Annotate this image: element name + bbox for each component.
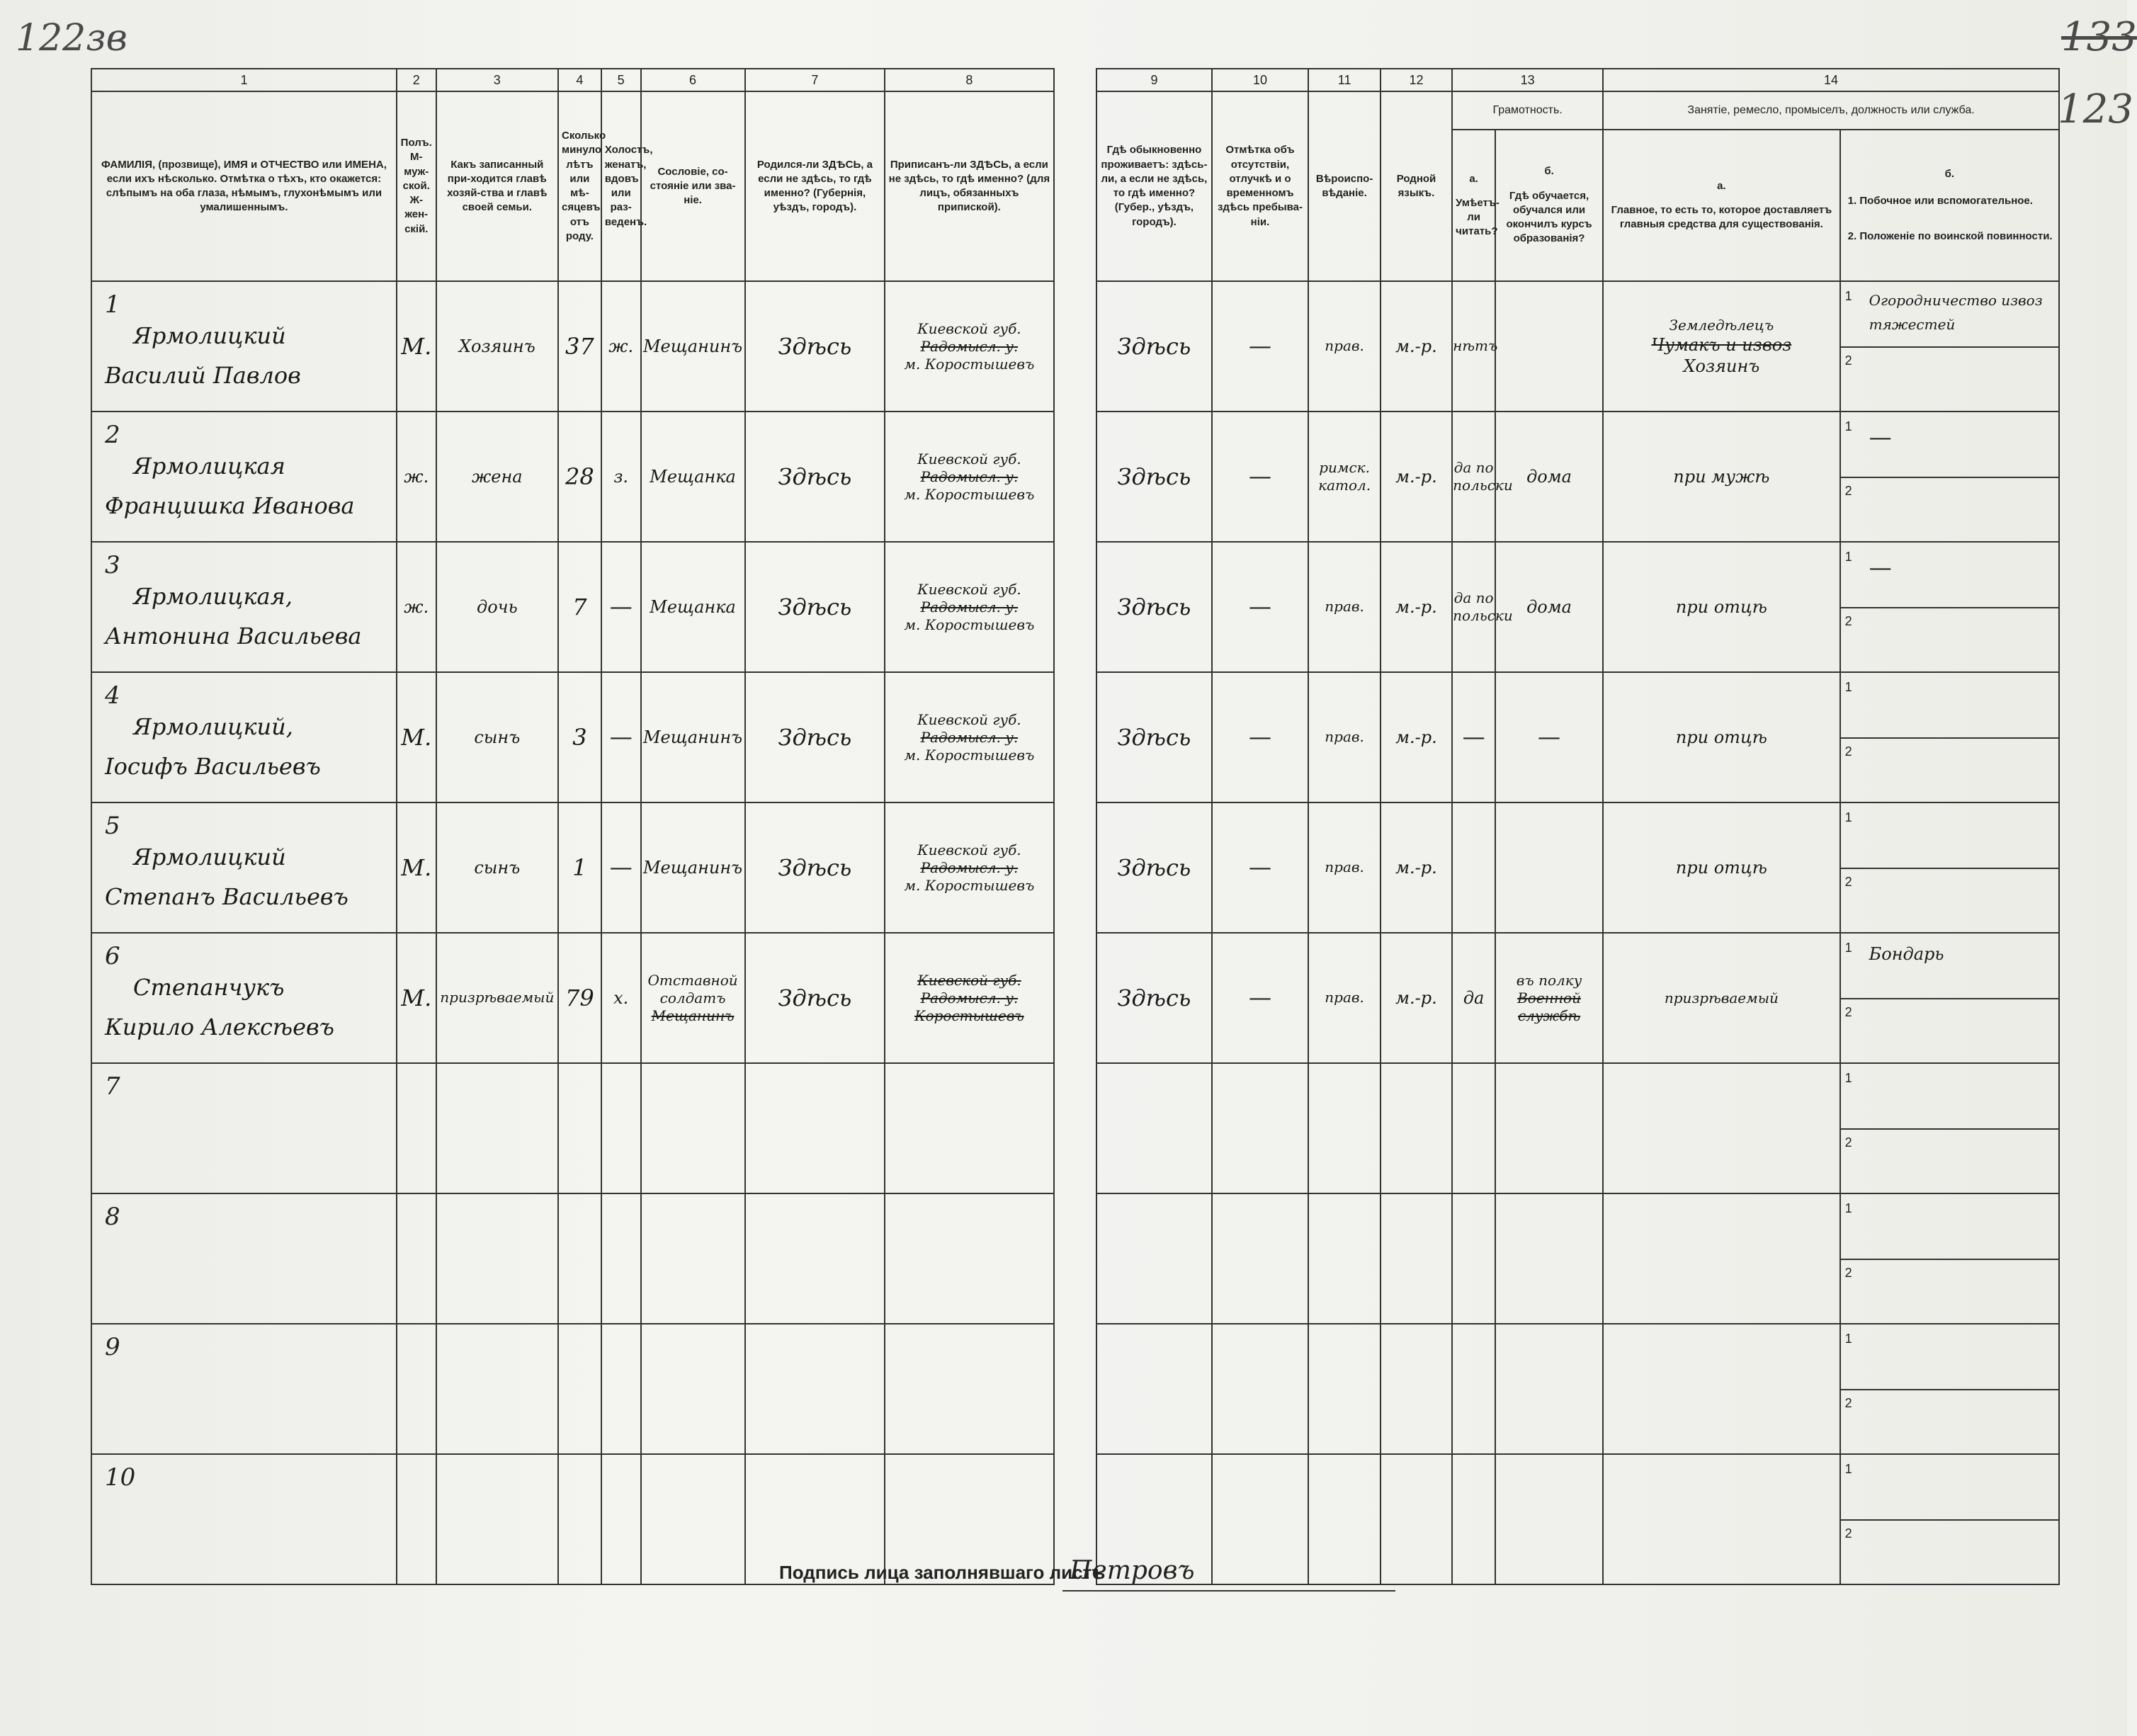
slot-divider xyxy=(1841,998,2058,999)
main-occupation: при отцѣ xyxy=(1675,597,1767,617)
side-occupation-cell xyxy=(1840,412,2059,542)
col-num-11: 11 xyxy=(1308,69,1380,91)
main-occupation: Хозяинъ xyxy=(1683,356,1760,376)
language: м.-р. xyxy=(1395,467,1437,487)
registration-town: м. Коростышевъ xyxy=(904,485,1035,503)
religion: римск. катол. xyxy=(1318,458,1371,494)
col-num-10: 10 xyxy=(1212,69,1309,91)
table-row-empty xyxy=(91,1193,2059,1324)
table-row xyxy=(91,281,2059,412)
header-14b-2: 2. Положеніе по воинской повинности. xyxy=(1847,230,2053,243)
registration-cell xyxy=(885,412,1053,542)
registration-district: Радомысл. у. xyxy=(920,728,1019,746)
language: м.-р. xyxy=(1395,597,1437,617)
header-14a-text: Главное, то есть то, которое доставляетъ главныя средства для существованія. xyxy=(1611,203,1832,231)
relation: сынъ xyxy=(474,858,521,878)
main-occupation-cell xyxy=(1603,802,1840,933)
religion: прав. xyxy=(1325,598,1364,615)
table-row xyxy=(91,672,2059,802)
row-number: 8 xyxy=(105,1203,120,1231)
language: м.-р. xyxy=(1395,727,1437,747)
registration-cell xyxy=(885,542,1053,672)
signature-line xyxy=(1062,1590,1395,1592)
slot-label-1: 1 xyxy=(1844,1332,1852,1346)
age: 28 xyxy=(565,463,594,490)
slot-label-2: 2 xyxy=(1844,1135,1852,1150)
age: 3 xyxy=(572,724,587,751)
header-literacy: Грамотность. xyxy=(1452,91,1603,130)
estate: Мещанинъ xyxy=(642,727,743,747)
side-occupation: Огородничество извоз xyxy=(1869,292,2043,309)
relation: сынъ xyxy=(474,727,521,747)
slot-label-1: 1 xyxy=(1844,1071,1852,1085)
relation: дочь xyxy=(476,597,518,617)
side-occupation-cell xyxy=(1840,1193,2059,1324)
slot-label-2: 2 xyxy=(1844,875,1852,889)
absence: — xyxy=(1248,463,1271,490)
religion: прав. xyxy=(1325,337,1364,355)
side-occupation-cell xyxy=(1840,1324,2059,1454)
fold-gap xyxy=(1054,802,1097,933)
header-occupation: Занятіе, ремесло, промыселъ, должность или служба. xyxy=(1603,91,2059,130)
header-row xyxy=(91,91,2059,130)
residence: Здѣсь xyxy=(1117,854,1191,881)
header-13b-text: Гдѣ обучается, обучался или окончилъ курсъ образованія? xyxy=(1506,189,1592,245)
slot-divider xyxy=(1841,1128,2058,1130)
col-num-7: 7 xyxy=(745,69,885,91)
header-14a-letter: а. xyxy=(1717,179,1726,192)
slot-label-2: 2 xyxy=(1844,484,1852,498)
fold-gap xyxy=(1054,1193,1097,1324)
given-name: Василий Павлов xyxy=(105,361,301,389)
given-name: Францишка Иванова xyxy=(105,492,355,519)
education: въ полку xyxy=(1516,971,1582,989)
header-14b-letter: б. xyxy=(1944,167,1955,180)
fold-gap xyxy=(1054,1063,1097,1193)
col-num-13: 13 xyxy=(1452,69,1603,91)
can-read: да по польски xyxy=(1453,458,1513,494)
col-num-9: 9 xyxy=(1096,69,1211,91)
header-14b-1: 1. Побочное или вспомогательное. xyxy=(1847,194,2033,207)
registration-district: Радомысл. у. xyxy=(920,598,1019,615)
header-residence: Гдѣ обыкновенно проживаетъ: здѣсь-ли, а если не здѣсь, то гдѣ именно? (Губер., уѣздъ, городъ). xyxy=(1096,91,1211,281)
can-read: да по польски xyxy=(1453,589,1513,624)
name-cell xyxy=(91,412,397,542)
language: м.-р. xyxy=(1395,858,1437,878)
col-num-14: 14 xyxy=(1603,69,2059,91)
residence: Здѣсь xyxy=(1117,724,1191,751)
residence: Здѣсь xyxy=(1117,985,1191,1011)
table-row xyxy=(91,933,2059,1063)
row-number: 3 xyxy=(105,551,120,579)
registration-district: Радомысл. у. xyxy=(920,337,1019,355)
name-cell xyxy=(91,281,397,412)
sex: М. xyxy=(401,333,432,360)
side-occupation-cell xyxy=(1840,672,2059,802)
religion: прав. xyxy=(1325,728,1364,746)
slot-label-2: 2 xyxy=(1844,1005,1852,1019)
slot-label-2: 2 xyxy=(1844,353,1852,368)
given-name: Кирило Алексѣевъ xyxy=(105,1013,334,1040)
header-absence: Отмѣтка объ отсутствіи, отлучкѣ и о временномъ здѣсь пребыва-ніи. xyxy=(1212,91,1309,281)
can-read: да xyxy=(1463,988,1485,1008)
slot-label-2: 2 xyxy=(1844,1396,1852,1410)
table-row-empty xyxy=(91,1063,2059,1193)
birthplace: Здѣсь xyxy=(778,854,852,881)
slot-divider xyxy=(1841,346,2058,348)
residence: Здѣсь xyxy=(1117,333,1191,360)
registration-province: Киевской губ. xyxy=(917,971,1021,989)
sex: М. xyxy=(401,854,432,881)
registration-town: Коростышевъ xyxy=(914,1006,1024,1024)
estate-cell xyxy=(641,933,745,1063)
can-read: нѣтъ xyxy=(1453,337,1498,355)
can-read: — xyxy=(1462,723,1485,751)
header-13b-letter: б. xyxy=(1544,165,1554,178)
registration-town: м. Коростышевъ xyxy=(904,876,1035,894)
main-occupation-cell xyxy=(1603,281,1840,412)
registration-town: м. Коростышевъ xyxy=(904,615,1035,633)
column-number-row xyxy=(91,69,2059,91)
header-13a-text: Умѣетъ-ли читать? xyxy=(1456,196,1500,238)
col-num-1: 1 xyxy=(91,69,397,91)
age: 79 xyxy=(565,985,594,1011)
given-name: Степанъ Васильевъ xyxy=(105,883,348,910)
registration-cell xyxy=(885,802,1053,933)
main-occupation-cell xyxy=(1603,542,1840,672)
absence: — xyxy=(1248,853,1271,881)
main-occupation-cell xyxy=(1603,412,1840,542)
signature-block xyxy=(779,1556,1417,1604)
given-name: Іосифъ Васильевъ xyxy=(105,752,321,780)
sex: М. xyxy=(401,985,432,1011)
age: 7 xyxy=(572,594,587,620)
row-number: 6 xyxy=(105,942,120,970)
birthplace: Здѣсь xyxy=(778,724,852,751)
name-cell xyxy=(91,802,397,933)
estate: Мещанка xyxy=(650,467,736,487)
side-occupation-cell xyxy=(1840,1063,2059,1193)
birthplace: Здѣсь xyxy=(778,333,852,360)
marital-status: — xyxy=(609,723,633,751)
slot-label-1: 1 xyxy=(1844,419,1852,433)
fold-gap xyxy=(1054,1324,1097,1454)
main-occupation-cell xyxy=(1603,672,1840,802)
slot-label-1: 1 xyxy=(1844,1462,1852,1476)
registration-district: Радомысл. у. xyxy=(920,989,1019,1006)
slot-label-2: 2 xyxy=(1844,744,1852,759)
relation: жена xyxy=(472,467,523,487)
slot-divider xyxy=(1841,737,2058,739)
archive-sheet-number-right: 123 xyxy=(2058,86,2133,132)
side-occupation-cell xyxy=(1840,542,2059,672)
surname: Ярмолицкая xyxy=(133,452,285,480)
side-occupation: — xyxy=(1869,554,1892,581)
header-marital: Холостъ, женатъ, вдовъ или раз-веденъ. xyxy=(601,91,641,281)
side-occupation-2: тяжестей xyxy=(1869,316,1956,333)
col-num-5: 5 xyxy=(601,69,641,91)
side-occupation-cell xyxy=(1840,802,2059,933)
surname: Степанчукъ xyxy=(133,973,285,1001)
surname: Ярмолицкий xyxy=(133,322,286,349)
header-main-occupation xyxy=(1603,130,1840,281)
slot-divider xyxy=(1841,1519,2058,1521)
table-row xyxy=(91,412,2059,542)
absence: — xyxy=(1248,332,1271,360)
main-occupation-cell xyxy=(1603,933,1840,1063)
registration-province: Киевской губ. xyxy=(917,319,1021,337)
estate: Мещанинъ xyxy=(642,336,743,356)
slot-label-1: 1 xyxy=(1844,810,1852,824)
name-cell xyxy=(91,933,397,1063)
signature-handwritten: Петровъ xyxy=(1070,1556,1195,1585)
slot-label-1: 1 xyxy=(1844,550,1852,564)
header-side-occupation xyxy=(1840,130,2059,281)
education: дома xyxy=(1526,467,1572,487)
main-occupation: при отцѣ xyxy=(1675,727,1767,747)
main-occupation-extra: Земледѣлецъ xyxy=(1669,316,1774,334)
birthplace: Здѣсь xyxy=(778,463,852,490)
fold-gap xyxy=(1054,933,1097,1063)
religion: прав. xyxy=(1325,989,1364,1006)
slot-divider xyxy=(1841,1389,2058,1390)
header-language: Родной языкъ. xyxy=(1381,91,1452,281)
slot-label-1: 1 xyxy=(1844,1201,1852,1215)
row-number: 10 xyxy=(105,1463,136,1492)
row-number: 7 xyxy=(105,1072,120,1101)
slot-label-1: 1 xyxy=(1844,680,1852,694)
estate: Мещанка xyxy=(650,597,736,617)
sex: ж. xyxy=(404,467,429,487)
religion: прав. xyxy=(1325,858,1364,876)
header-can-read xyxy=(1452,130,1500,281)
header-registration: Приписанъ-ли ЗДѢСЬ, а если не здѣсь, то гдѣ именно? (для лицъ, обязанныхъ припиской). xyxy=(885,91,1053,281)
table-row-empty xyxy=(91,1324,2059,1454)
slot-label-1: 1 xyxy=(1844,941,1852,955)
education-struck: Военной службѣ xyxy=(1517,989,1581,1024)
given-name: Антонина Васильева xyxy=(105,622,362,649)
relation: Хозяинъ xyxy=(458,336,535,356)
fold-gap xyxy=(1054,412,1097,542)
marital-status: — xyxy=(609,853,633,881)
absence: — xyxy=(1248,723,1271,751)
registration-province: Киевской губ. xyxy=(917,450,1021,467)
registration-province: Киевской губ. xyxy=(917,580,1021,598)
slot-divider xyxy=(1841,477,2058,478)
age: 1 xyxy=(572,854,587,881)
education-cell xyxy=(1495,933,1603,1063)
birthplace: Здѣсь xyxy=(778,985,852,1011)
registration-town: м. Коростышевъ xyxy=(904,746,1035,764)
surname: Ярмолицкая, xyxy=(133,582,293,610)
registration-district: Радомысл. у. xyxy=(920,467,1019,485)
registration-town: м. Коростышевъ xyxy=(904,355,1035,373)
registration-province: Киевской губ. xyxy=(917,841,1021,858)
side-occupation-cell xyxy=(1840,281,2059,412)
education: дома xyxy=(1526,597,1572,617)
main-occupation: призрѣваемый xyxy=(1664,989,1779,1006)
registration-cell xyxy=(885,672,1053,802)
fold-gap xyxy=(1054,281,1097,412)
registration-cell xyxy=(885,933,1053,1063)
estate-struck: Мещанинъ xyxy=(651,1006,735,1024)
slot-divider xyxy=(1841,868,2058,869)
main-occupation: при отцѣ xyxy=(1675,858,1767,878)
slot-divider xyxy=(1841,607,2058,608)
census-table xyxy=(91,68,2060,1585)
marital-status: — xyxy=(609,593,633,620)
table-row xyxy=(91,542,2059,672)
registration-cell xyxy=(885,281,1053,412)
row-number: 2 xyxy=(105,421,120,449)
absence: — xyxy=(1248,593,1271,620)
absence: — xyxy=(1248,984,1271,1011)
sex: М. xyxy=(401,724,432,751)
slot-label-2: 2 xyxy=(1844,614,1852,628)
row-number: 4 xyxy=(105,681,120,710)
main-occupation: при мужѣ xyxy=(1673,467,1770,487)
header-13a-letter: а. xyxy=(1469,172,1478,185)
header-relation: Какъ записанный при-ходится главѣ хозяй-ства и главѣ своей семьи. xyxy=(436,91,558,281)
birthplace: Здѣсь xyxy=(778,594,852,620)
residence: Здѣсь xyxy=(1117,594,1191,620)
estate: Отставной солдатъ xyxy=(647,971,738,1006)
surname: Ярмолицкий, xyxy=(133,713,293,740)
estate: Мещанинъ xyxy=(642,858,743,878)
col-num-8: 8 xyxy=(885,69,1053,91)
name-cell xyxy=(91,542,397,672)
fold-gap xyxy=(1054,672,1097,802)
col-num-12: 12 xyxy=(1381,69,1452,91)
row-number: 5 xyxy=(105,812,120,840)
age: 37 xyxy=(565,333,594,360)
side-occupation: Бондарь xyxy=(1869,944,1944,964)
marital-status: х. xyxy=(613,988,629,1008)
main-occupation-struck: Чумакъ и извоз xyxy=(1651,334,1792,355)
header-estate: Сословіе, со-стояніе или зва-ніе. xyxy=(641,91,745,281)
header-sex: Полъ. М-муж-ской. Ж-жен-скій. xyxy=(397,91,436,281)
registration-district: Радомысл. у. xyxy=(920,858,1019,876)
relation: призрѣваемый xyxy=(440,989,555,1006)
header-education xyxy=(1495,130,1603,281)
header-religion: Вѣроиспо-вѣданіе. xyxy=(1308,91,1380,281)
slot-divider xyxy=(1841,1259,2058,1260)
marital-status: з. xyxy=(613,467,629,487)
table-row xyxy=(91,802,2059,933)
side-occupation: — xyxy=(1869,424,1892,450)
archive-sheet-number-struck: 133 xyxy=(2061,14,2137,60)
sex: ж. xyxy=(404,597,429,617)
header-age: Сколько минуло лѣтъ или мѣ-сяцевъ отъ роду. xyxy=(558,91,601,281)
fold-gap xyxy=(1054,91,1097,281)
col-num-6: 6 xyxy=(641,69,745,91)
residence: Здѣсь xyxy=(1117,463,1191,490)
registration-province: Киевской губ. xyxy=(917,710,1021,728)
header-name: ФАМИЛІЯ, (прозвище), ИМЯ и ОТЧЕСТВО или ИМЕНА, если ихъ нѣсколько. Отмѣтка о тѣхъ, кто окажется: слѣпымъ на оба глаза, нѣмымъ, глухонѣмымъ или умалишеннымъ. xyxy=(91,91,397,281)
education: — xyxy=(1538,723,1561,751)
row-number: 9 xyxy=(105,1333,120,1361)
language: м.-р. xyxy=(1395,988,1437,1008)
slot-label-2: 2 xyxy=(1844,1526,1852,1541)
slot-label-2: 2 xyxy=(1844,1266,1852,1280)
marital-status: ж. xyxy=(608,336,634,356)
language: м.-р. xyxy=(1395,336,1437,356)
col-num-3: 3 xyxy=(436,69,558,91)
side-occupation-cell xyxy=(1840,933,2059,1063)
fold-gap xyxy=(1054,69,1097,91)
col-num-4: 4 xyxy=(558,69,601,91)
fold-gap xyxy=(1054,542,1097,672)
archive-sheet-number-left: 122зв xyxy=(16,17,127,59)
surname: Ярмолицкий xyxy=(133,843,286,870)
name-cell xyxy=(91,672,397,802)
signature-label: Подпись лица заполнявшаго листъ xyxy=(779,1562,1106,1583)
row-number: 1 xyxy=(105,290,120,319)
slot-label-1: 1 xyxy=(1844,289,1852,303)
header-birthplace: Родился-ли ЗДѢСЬ, а если не здѣсь, то гдѣ именно? (Губернія, уѣздъ, городъ). xyxy=(745,91,885,281)
col-num-2: 2 xyxy=(397,69,436,91)
side-occupation-cell xyxy=(1840,1454,2059,1584)
